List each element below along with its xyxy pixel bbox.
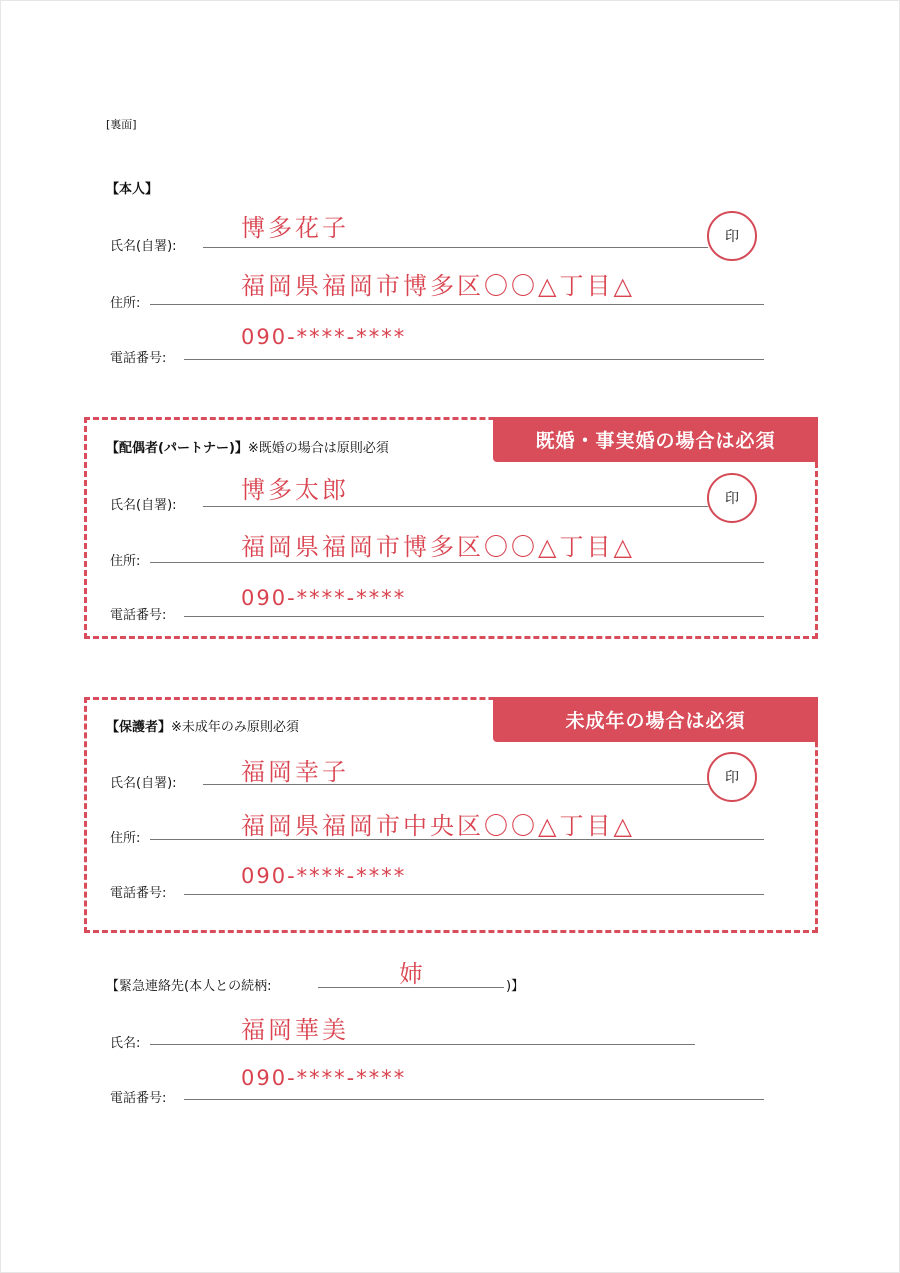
self-phone-line [184,359,764,360]
section-title-guardian [106,716,299,735]
section-title-self: 【本人】 [106,182,159,197]
emergency-name-line [150,1044,695,1045]
guardian-address-value[interactable]: 福岡県福岡市中央区〇〇△丁目△ [241,812,635,840]
self-phone-value[interactable]: 090-****-**** [241,325,407,349]
guardian-note: ※未成年のみ原則必須 [171,720,299,735]
spouse-phone-label: 電話番号: [110,608,167,623]
self-address-label: 住所: [110,296,141,311]
guardian-name-value[interactable]: 福岡幸子 [241,758,349,786]
self-address-line [150,304,764,305]
emergency-phone-value[interactable]: 090-****-**** [241,1066,407,1090]
self-address-value[interactable]: 福岡県福岡市博多区〇〇△丁目△ [241,272,635,300]
emergency-title-suffix: )】 [506,979,525,994]
guardian-name-label: 氏名(自署): [110,776,177,791]
guardian-address-label: 住所: [110,831,141,846]
emergency-relation-value[interactable]: 姉 [399,960,426,988]
guardian-phone-label: 電話番号: [110,886,167,901]
guardian-phone-line [184,894,764,895]
spouse-title: 【配偶者(パートナー)】 [106,441,248,456]
seal-circle-guardian: 印 [707,752,757,802]
emergency-name-label: 氏名: [110,1036,141,1051]
guardian-title: 【保護者】 [106,720,172,735]
self-phone-label: 電話番号: [110,351,167,366]
spouse-address-label: 住所: [110,554,141,569]
guardian-required-badge: 未成年の場合は必須 [493,697,818,742]
spouse-required-badge: 既婚・事実婚の場合は必須 [493,417,818,462]
spouse-name-value[interactable]: 博多太郎 [241,476,349,504]
seal-circle-self: 印 [707,211,757,261]
spouse-address-value[interactable]: 福岡県福岡市博多区〇〇△丁目△ [241,533,635,561]
self-name-value[interactable]: 博多花子 [241,214,349,242]
spouse-phone-value[interactable]: 090-****-**** [241,586,407,610]
spouse-name-label: 氏名(自署): [110,498,177,513]
spouse-name-line [203,506,708,507]
self-name-line [203,247,708,248]
spouse-address-line [150,562,764,563]
self-name-label: 氏名(自署): [110,239,177,254]
page-label: [裏面] [106,118,137,131]
seal-circle-spouse: 印 [707,473,757,523]
emergency-name-value[interactable]: 福岡華美 [241,1016,349,1044]
spouse-note: ※既婚の場合は原則必須 [247,441,389,456]
emergency-phone-label: 電話番号: [110,1091,167,1106]
section-title-emergency [106,975,271,994]
emergency-title-prefix: 【緊急連絡先(本人との続柄: [106,979,272,994]
section-title-spouse [106,437,389,456]
emergency-phone-line [184,1099,764,1100]
spouse-phone-line [184,616,764,617]
guardian-phone-value[interactable]: 090-****-**** [241,864,407,888]
